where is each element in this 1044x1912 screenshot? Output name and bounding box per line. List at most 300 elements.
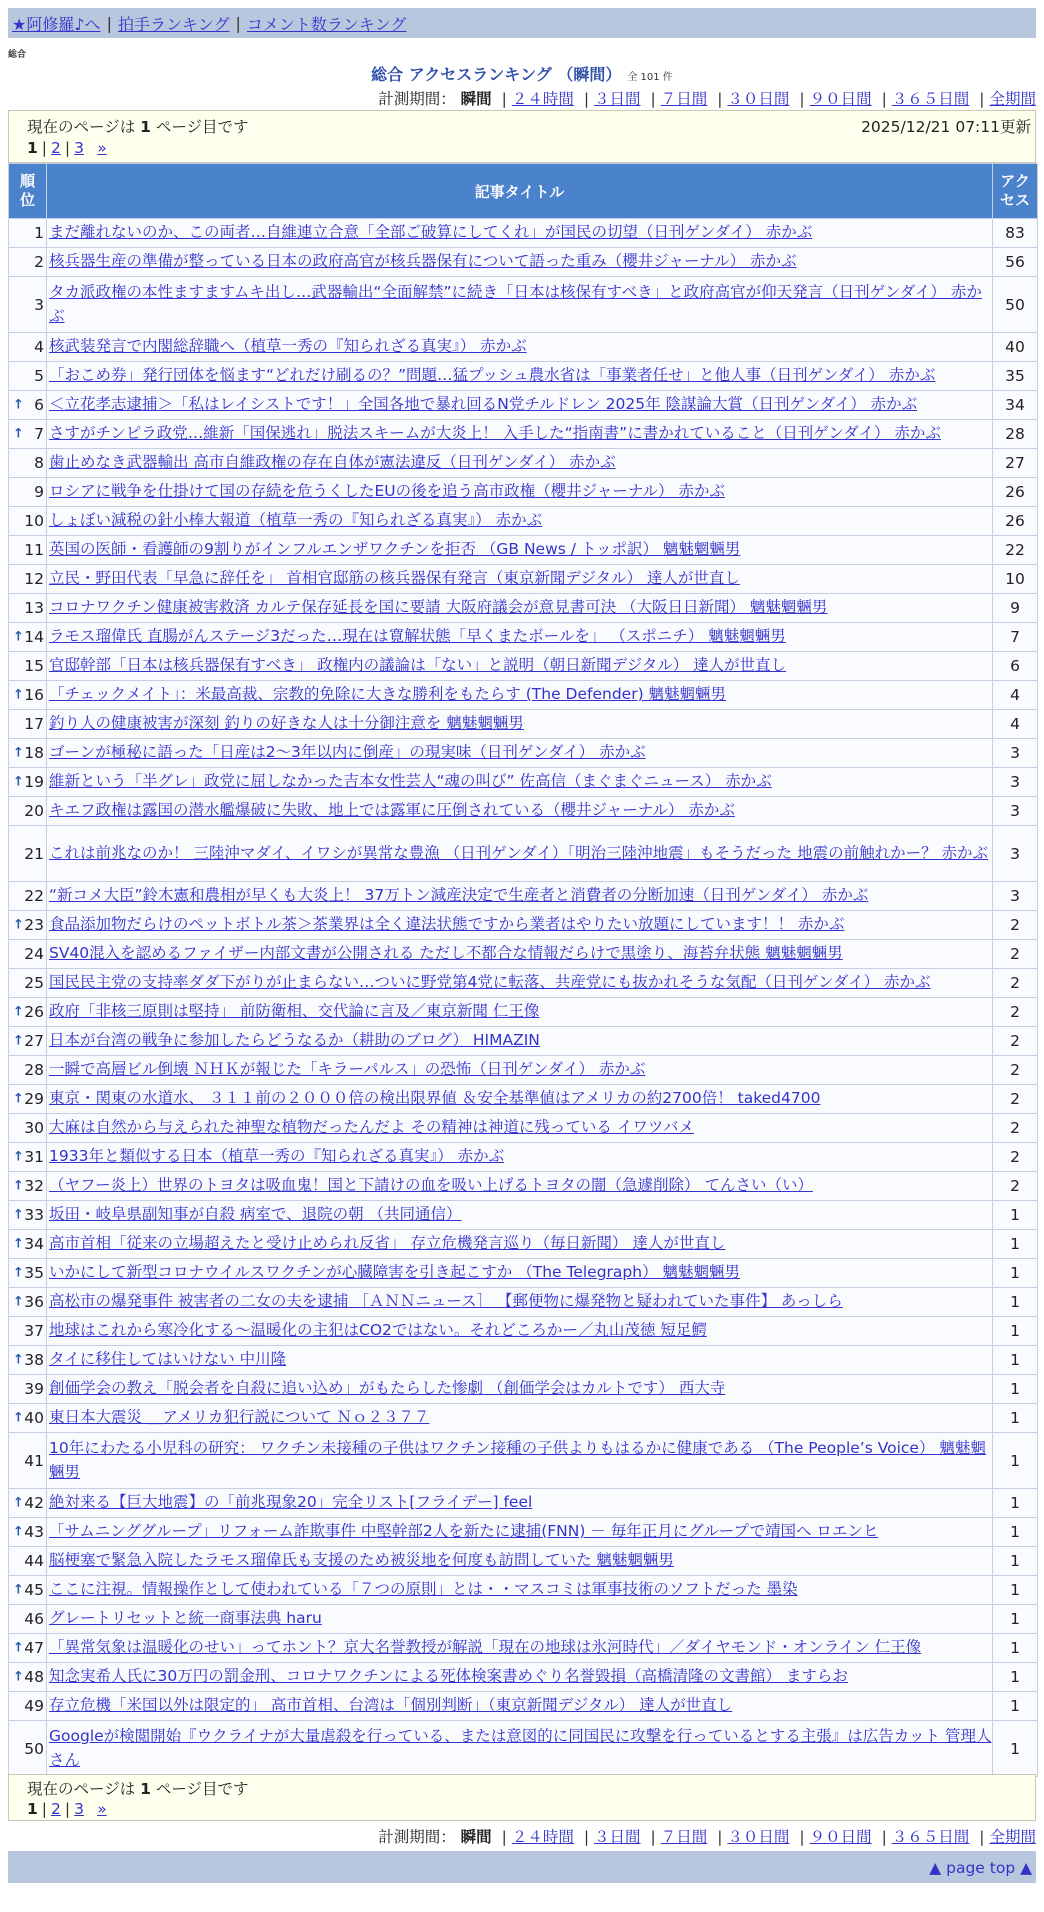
period-link-90d[interactable]: ９０日間 xyxy=(809,90,872,108)
rank-cell xyxy=(9,1433,47,1489)
access-count: 4 xyxy=(993,681,1038,710)
rank-up-arrow-icon: ↑ xyxy=(13,1236,24,1252)
period-separator: | xyxy=(583,90,590,108)
ranking-row xyxy=(9,768,1038,797)
rank-up-arrow-icon: ↑ xyxy=(13,687,24,703)
ranking-row xyxy=(9,652,1038,681)
title-cell xyxy=(47,1114,993,1143)
period-separator: | xyxy=(650,1828,656,1846)
rank-up-arrow-icon: ↑ xyxy=(13,1265,24,1281)
access-count: 3 xyxy=(993,739,1038,768)
ranking-row xyxy=(9,277,1038,333)
pager-page-3[interactable]: 3 xyxy=(74,139,85,157)
clap-ranking-link[interactable]: 拍手ランキング xyxy=(117,14,230,34)
article-title-link[interactable]: まだ離れないのか、この両者…自維連立合意「全部ご破算にしてくれ」が国民の切望（日刊ゲンダイ） 赤かぶ xyxy=(49,223,813,242)
rank-cell xyxy=(9,681,47,710)
access-count: 2 xyxy=(993,940,1038,969)
article-title-link[interactable]: 「サムニンググループ」リフォーム詐欺事件 中堅幹部2人を新たに逮捕(FNN) － 毎年正月にグループで靖国へ ロエンヒ xyxy=(49,1522,879,1541)
article-title-link[interactable]: コロナワクチン健康被害救済 カルテ保存延長を国に要請 大阪府議会が意見書可決 （大阪日日新聞） 魑魅魍魎男 xyxy=(49,598,828,617)
pager-separator: | xyxy=(64,139,71,157)
title-cell xyxy=(47,1692,993,1721)
rank-number: 26 xyxy=(24,1003,44,1021)
rank-number: 5 xyxy=(34,367,44,385)
rank-cell xyxy=(9,1663,47,1692)
article-title-link[interactable]: 大麻は自然から与えられた神聖な植物だったんだよ その精神は神道に残っている イワツバメ xyxy=(49,1118,695,1137)
access-count: 2 xyxy=(993,969,1038,998)
access-count: 3 xyxy=(993,768,1038,797)
page-status xyxy=(27,1777,249,1799)
ranking-row xyxy=(9,797,1038,826)
pager-next[interactable]: » xyxy=(97,1800,107,1818)
title-cell xyxy=(47,1433,993,1489)
rank-cell xyxy=(9,652,47,681)
title-cell xyxy=(47,797,993,826)
title-cell xyxy=(47,969,993,998)
article-title-link[interactable]: 脳梗塞で緊急入院したラモス瑠偉氏も支援のため被災地を何度も訪問していた 魑魅魍魎男 xyxy=(49,1551,674,1570)
article-title-link[interactable]: 「チェックメイト」：米最高裁、宗教的免除に大きな勝利をもたらす (The Defender) 魑魅魍魎男 xyxy=(49,685,727,704)
article-title-link[interactable]: 絶対来る【巨大地震】の「前兆現象20」完全リスト[フライデー] feel xyxy=(49,1493,533,1512)
title-cell xyxy=(47,1201,993,1230)
period-link-30d[interactable]: ３０日間 xyxy=(727,1828,790,1846)
period-link-365d[interactable]: ３６５日間 xyxy=(891,1828,970,1846)
ranking-row xyxy=(9,1576,1038,1605)
title-cell xyxy=(47,1375,993,1404)
rank-cell xyxy=(9,998,47,1027)
ranking-row xyxy=(9,594,1038,623)
article-title-link[interactable]: 核兵器生産の準備が整っている日本の政府高官が核兵器保有について語った重み（櫻井ジャーナル） 赤かぶ xyxy=(49,252,797,271)
rank-number: 21 xyxy=(24,844,44,863)
ranking-row xyxy=(9,1143,1038,1172)
article-title-link[interactable]: 国民民主党の支持率ダダ下がりが止まらない…ついに野党第4党に転落、共産党にも抜かれそうな気配（日刊ゲンダイ） 赤かぶ xyxy=(49,973,931,992)
ranking-row xyxy=(9,1201,1038,1230)
period-link-all[interactable]: 全期間 xyxy=(989,1828,1036,1846)
rank-number: 12 xyxy=(24,570,44,588)
page-top-link[interactable]: ▲ page top ▲ xyxy=(929,1859,1032,1877)
comment-ranking-link[interactable]: コメント数ランキング xyxy=(246,14,407,34)
rank-cell xyxy=(9,1634,47,1663)
rank-cell xyxy=(9,940,47,969)
rank-number: 35 xyxy=(24,1264,44,1282)
article-title-link[interactable]: タカ派政権の本性ますますムキ出し…武器輸出“全面解禁”に続き「日本は核保有すべき」と政府高官が仰天発言（日刊ゲンダイ） 赤かぶ xyxy=(49,283,982,325)
rank-cell xyxy=(9,536,47,565)
rank-cell xyxy=(9,1547,47,1576)
access-count: 6 xyxy=(993,652,1038,681)
ranking-row xyxy=(9,623,1038,652)
rank-number: 2 xyxy=(34,253,44,271)
period-link-3d[interactable]: ３日間 xyxy=(594,90,641,108)
rank-cell xyxy=(9,1375,47,1404)
rank-number: 22 xyxy=(24,887,44,905)
access-count: 1 xyxy=(993,1576,1038,1605)
period-separator: | xyxy=(799,90,805,108)
article-title-link[interactable]: 1933年と類似する日本（植草一秀の『知られざる真実』） 赤かぶ xyxy=(49,1147,505,1166)
page-status-num: 1 xyxy=(140,118,151,136)
article-title-link[interactable]: いかにして新型コロナウイルスワクチンが心臓障害を引き起こすか （The Telegraph） 魑魅魍魎男 xyxy=(49,1263,740,1282)
ranking-row xyxy=(9,333,1038,362)
title-cell xyxy=(47,449,993,478)
period-label: 計測期間： xyxy=(378,90,456,108)
pager-current: 1 xyxy=(27,1800,38,1818)
title-cell xyxy=(47,710,993,739)
access-count: 1 xyxy=(993,1259,1038,1288)
rank-up-arrow-icon: ↑ xyxy=(13,426,24,442)
page-status-suffix: ページ目です xyxy=(150,118,249,136)
rank-number: 8 xyxy=(34,454,44,472)
ranking-row xyxy=(9,362,1038,391)
period-separator: | xyxy=(717,1828,723,1846)
ranking-row xyxy=(9,681,1038,710)
rank-up-arrow-icon: ↑ xyxy=(13,397,24,413)
rank-number: 4 xyxy=(34,338,44,356)
rank-number: 37 xyxy=(24,1322,44,1340)
access-count: 26 xyxy=(993,507,1038,536)
period-link-7d[interactable]: ７日間 xyxy=(660,1828,708,1846)
rank-number: 29 xyxy=(24,1090,44,1108)
pager-page-2[interactable]: 2 xyxy=(51,1800,61,1818)
article-title-link[interactable]: 創価学会の教え「脱会者を自殺に追い込め」がもたらした惨劇 （創価学会はカルトです） 西大寺 xyxy=(49,1379,726,1398)
ranking-body xyxy=(9,219,1038,1777)
period-link-3d[interactable]: ３日間 xyxy=(594,1828,641,1846)
rank-cell xyxy=(9,1692,47,1721)
ranking-row xyxy=(9,1027,1038,1056)
rank-cell xyxy=(9,969,47,998)
article-title-link[interactable]: （ヤフー炎上）世界のトヨタは吸血鬼！国と下請けの血を吸い上げるトヨタの闇（急遽削除） てんさい（い） xyxy=(49,1176,813,1195)
title-cell xyxy=(47,536,993,565)
access-count: 2 xyxy=(993,911,1038,940)
access-count: 1 xyxy=(993,1346,1038,1375)
article-title-link[interactable]: ゴーンが極秘に語った「日産は2～3年以内に倒産」の現実味（日刊ゲンダイ） 赤かぶ xyxy=(49,743,646,762)
article-title-link[interactable]: さすがチンピラ政党…維新「国保逃れ」脱法スキームが大炎上！ 入手した“指南書”に書かれていること（日刊ゲンダイ） 赤かぶ xyxy=(49,424,941,443)
title-cell xyxy=(47,1027,993,1056)
ranking-row xyxy=(9,1663,1038,1692)
rank-number: 30 xyxy=(24,1119,44,1137)
rank-cell xyxy=(9,594,47,623)
article-title-link[interactable]: ここに注視。情報操作として使われている「７つの原則」とは・・マスコミは軍事技術のソフトだった 墨染 xyxy=(49,1580,798,1599)
title-cell xyxy=(47,652,993,681)
rank-header: 順位 xyxy=(9,164,47,219)
rank-number: 16 xyxy=(24,686,44,704)
title-cell xyxy=(47,1230,993,1259)
rank-cell xyxy=(9,391,47,420)
home-link[interactable]: ★阿修羅♪へ xyxy=(12,14,101,34)
period-separator: | xyxy=(717,90,723,108)
rank-number: 20 xyxy=(24,802,44,820)
article-title-link[interactable]: 英国の医師・看護師の9割りがインフルエンザワクチンを拒否 （GB News / トッポ訳） 魑魅魍魎男 xyxy=(49,540,741,559)
ranking-row xyxy=(9,1518,1038,1547)
access-count: 1 xyxy=(993,1375,1038,1404)
pager-separator: | xyxy=(41,139,48,157)
article-title-link[interactable]: 核武装発言で内閣総辞職へ（植草一秀の『知られざる真実』） 赤かぶ xyxy=(49,337,527,356)
rank-number: 50 xyxy=(24,1739,44,1758)
access-count: 2 xyxy=(993,1114,1038,1143)
article-title-link[interactable]: 立民・野田代表「早急に辞任を」 首相官邸筋の核兵器保有発言（東京新聞デジタル） 達人が世直し xyxy=(49,569,740,588)
ranking-row xyxy=(9,1634,1038,1663)
ranking-row xyxy=(9,1433,1038,1489)
article-title-link[interactable]: SV40混入を認めるファイザー内部文書が公開される ただし不都合な情報だらけで黒塗り、海苔弁状態 魑魅魍魎男 xyxy=(49,944,843,963)
article-title-link[interactable]: 食品添加物だらけのペットボトル茶＞茶業界は全く違法状態ですから業者はやりたい放題にしています！！ 赤かぶ xyxy=(49,915,845,934)
period-separator: | xyxy=(881,1828,887,1846)
article-title-link[interactable]: 坂田・岐阜県副知事が自殺 病室で、退院の朝 （共同通信） xyxy=(49,1205,462,1224)
article-title-link[interactable]: タイに移住してはいけない 中川隆 xyxy=(49,1350,287,1369)
ranking-row xyxy=(9,882,1038,911)
period-selector-bottom xyxy=(378,1825,1036,1847)
period-link-365d[interactable]: ３６５日間 xyxy=(891,90,970,108)
rank-number: 7 xyxy=(34,425,44,443)
title-cell xyxy=(47,478,993,507)
ranking-row xyxy=(9,536,1038,565)
title-cell xyxy=(47,998,993,1027)
rank-number: 38 xyxy=(24,1351,44,1369)
ranking-row xyxy=(9,1605,1038,1634)
access-count: 1 xyxy=(993,1317,1038,1346)
rank-number: 25 xyxy=(24,974,44,992)
rank-number: 34 xyxy=(24,1235,44,1253)
title-cell xyxy=(47,333,993,362)
access-count: 2 xyxy=(993,1085,1038,1114)
title-cell xyxy=(47,1317,993,1346)
rank-cell xyxy=(9,478,47,507)
period-separator: | xyxy=(881,90,887,108)
rank-up-arrow-icon: ↑ xyxy=(13,1582,24,1598)
ranking-row xyxy=(9,969,1038,998)
title-cell xyxy=(47,1489,993,1518)
rank-number: 10 xyxy=(24,512,44,530)
article-title-link[interactable]: Googleが検閲開始『ウクライナが大量虐殺を行っている、または意図的に同国民に攻撃を行っているとする主張』は広告カット 管理人さん xyxy=(49,1727,992,1769)
article-title-link[interactable]: 地球はこれから寒冷化する～温暖化の主犯はCO2ではない。それどころかー／丸山茂徳 短足鰐 xyxy=(49,1321,707,1340)
article-title-link[interactable]: 存立危機「米国以外は限定的」 高市首相、台湾は「個別判断」（東京新聞デジタル） 達人が世直し xyxy=(49,1696,733,1715)
ranking-row xyxy=(9,478,1038,507)
rank-number: 15 xyxy=(24,657,44,675)
rank-cell xyxy=(9,882,47,911)
rank-up-arrow-icon: ↑ xyxy=(13,1524,24,1540)
pager-page-2[interactable]: 2 xyxy=(51,139,61,157)
ranking-row xyxy=(9,710,1038,739)
title-cell xyxy=(47,1172,993,1201)
rank-number: 27 xyxy=(24,1032,44,1050)
rank-number: 32 xyxy=(24,1177,44,1195)
article-title-link[interactable]: 知念実希人氏に30万円の罰金刑、コロナワクチンによる死体検案書めぐり名誉毀損（高橋清隆の文書館） ますらお xyxy=(49,1667,848,1686)
rank-up-arrow-icon: ↑ xyxy=(13,1352,24,1368)
ranking-row xyxy=(9,1721,1038,1777)
article-title-link[interactable]: 高松市の爆発事件 被害者の二女の夫を逮捕 ［ＡＮＮニュース］ 【郵便物に爆発物と疑われていた事件】 あっしら xyxy=(49,1292,843,1311)
pager-page-3[interactable]: 3 xyxy=(74,1800,85,1818)
access-count: 1 xyxy=(993,1230,1038,1259)
rank-up-arrow-icon: ↑ xyxy=(13,917,24,933)
article-title-link[interactable]: 維新という「半グレ」政党に屈しなかった吉本女性芸人“魂の叫び” 佐高信（まぐまぐニュース） 赤かぶ xyxy=(49,772,772,791)
access-count: 1 xyxy=(993,1663,1038,1692)
access-count: 3 xyxy=(993,826,1038,882)
pager-separator: | xyxy=(41,1800,48,1818)
rank-number: 47 xyxy=(24,1639,44,1657)
top-nav-bar xyxy=(8,8,1036,38)
article-title-link[interactable]: ラモス瑠偉氏 直腸がんステージ3だった…現在は寛解状態「早くまたボールを」 （スポニチ） 魑魅魍魎男 xyxy=(49,627,786,646)
rank-cell xyxy=(9,623,47,652)
access-count: 1 xyxy=(993,1692,1038,1721)
article-title-link[interactable]: グレートリセットと統一商事法典 haru xyxy=(49,1609,322,1628)
title-cell xyxy=(47,681,993,710)
ranking-row xyxy=(9,391,1038,420)
access-count: 2 xyxy=(993,998,1038,1027)
access-count: 1 xyxy=(993,1547,1038,1576)
rank-cell xyxy=(9,1259,47,1288)
pager-bottom xyxy=(27,1800,107,1818)
article-title-link[interactable]: キエフ政権は露国の潜水艦爆破に失敗、地上では露軍に圧倒されている（櫻井ジャーナル） 赤かぶ xyxy=(49,801,735,820)
pager-next[interactable]: » xyxy=(97,139,107,157)
rank-number: 39 xyxy=(24,1380,44,1398)
ranking-row xyxy=(9,1489,1038,1518)
article-title-link[interactable]: 「おこめ券」発行団体を悩ます“どれだけ刷るの？”問題…猛プッシュ農水省は「事業者任せ」と他人事（日刊ゲンダイ） 赤かぶ xyxy=(49,366,936,385)
page-status-suffix: ページ目です xyxy=(150,1780,249,1798)
access-count: 1 xyxy=(993,1518,1038,1547)
access-count: 83 xyxy=(993,219,1038,248)
article-title-link[interactable]: 官邸幹部「日本は核兵器保有すべき」 政権内の議論は「ない」と説明（朝日新聞デジタル） 達人が世直し xyxy=(49,656,787,675)
rank-number: 17 xyxy=(24,715,44,733)
ranking-row xyxy=(9,1259,1038,1288)
article-title-link[interactable]: 政府「非核三原則は堅持」 前防衛相、交代論に言及／東京新聞 仁王像 xyxy=(49,1002,540,1021)
rank-up-arrow-icon: ↑ xyxy=(13,1294,24,1310)
period-link-24h[interactable]: ２４時間 xyxy=(511,90,574,108)
pager-separator: | xyxy=(64,1800,71,1818)
rank-number: 23 xyxy=(24,916,44,934)
rank-cell xyxy=(9,333,47,362)
ranking-row xyxy=(9,739,1038,768)
access-header: アクセス xyxy=(993,164,1038,219)
category-label: 総合 xyxy=(8,50,27,60)
rank-number: 9 xyxy=(34,483,44,501)
article-title-link[interactable]: 高市首相「従来の立場超えたと受け止められ反省」 存立危機発言巡り（毎日新聞） 達人が世直し xyxy=(49,1234,726,1253)
ranking-row xyxy=(9,219,1038,248)
title-cell xyxy=(47,911,993,940)
access-count: 50 xyxy=(993,277,1038,333)
title-cell xyxy=(47,248,993,277)
period-label: 計測期間： xyxy=(378,1828,456,1846)
access-count: 1 xyxy=(993,1288,1038,1317)
rank-cell xyxy=(9,739,47,768)
rank-cell xyxy=(9,507,47,536)
title-cell xyxy=(47,739,993,768)
period-link-30d[interactable]: ３０日間 xyxy=(727,90,790,108)
period-separator: | xyxy=(501,90,507,108)
title-cell xyxy=(47,391,993,420)
access-count: 22 xyxy=(993,536,1038,565)
article-title-link[interactable]: ロシアに戦争を仕掛けて国の存続を危うくしたEUの後を追う高市政権（櫻井ジャーナル） 赤かぶ xyxy=(49,482,725,501)
ranking-row xyxy=(9,565,1038,594)
article-title-link[interactable]: しょぼい減税の針小棒大報道（植草一秀の『知られざる真実』） 赤かぶ xyxy=(49,511,543,530)
article-title-link[interactable]: ＜立花孝志逮捕＞「私はレイシストです！」全国各地で暴れ回るN党チルドレン 2025年 陰謀論大賞（日刊ゲンダイ） 赤かぶ xyxy=(49,395,918,414)
rank-cell xyxy=(9,1230,47,1259)
rank-number: 14 xyxy=(24,628,44,646)
access-count: 2 xyxy=(993,1172,1038,1201)
item-count: 全 101 件 xyxy=(627,72,673,83)
page-title: 総合 アクセスランキング （瞬間） xyxy=(371,65,622,84)
access-count: 4 xyxy=(993,710,1038,739)
article-title-link[interactable]: 一瞬で高層ビル倒壊 ＮＨＫが報じた「キラーパルス」の恐怖（日刊ゲンダイ） 赤かぶ xyxy=(49,1060,646,1079)
period-link-all[interactable]: 全期間 xyxy=(989,90,1036,108)
rank-number: 31 xyxy=(24,1148,44,1166)
rank-up-arrow-icon: ↑ xyxy=(13,1207,24,1223)
article-title-link[interactable]: 10年にわたる小児科の研究： ワクチン未接種の子供はワクチン接種の子供よりもはるかに健康である （The People’s Voice） 魑魅魍魎男 xyxy=(49,1439,986,1481)
article-title-link[interactable]: 東日本大震災 ＿アメリカ犯行説について Ｎｏ２３７７ xyxy=(49,1408,430,1427)
ranking-table xyxy=(8,163,1038,1777)
rank-up-arrow-icon: ↑ xyxy=(13,1178,24,1194)
title-cell xyxy=(47,826,993,882)
pager-top xyxy=(27,139,107,157)
ranking-row xyxy=(9,1114,1038,1143)
rank-cell xyxy=(9,1056,47,1085)
period-link-7d[interactable]: ７日間 xyxy=(660,90,708,108)
title-cell xyxy=(47,1663,993,1692)
pager-gap xyxy=(88,1800,93,1818)
access-count: 1 xyxy=(993,1404,1038,1433)
title-cell xyxy=(47,219,993,248)
access-count: 27 xyxy=(993,449,1038,478)
rank-up-arrow-icon: ↑ xyxy=(13,1149,24,1165)
access-count: 10 xyxy=(993,565,1038,594)
article-title-link[interactable]: これは前兆なのか！ 三陸沖マダイ、イワシが異常な豊漁 （日刊ゲンダイ）「明治三陸沖地震」もそうだった 地震の前触れかー？ 赤かぶ xyxy=(49,843,989,862)
rank-cell xyxy=(9,1576,47,1605)
period-link-24h[interactable]: ２４時間 xyxy=(511,1828,574,1846)
rank-cell xyxy=(9,797,47,826)
rank-cell xyxy=(9,219,47,248)
period-current: 瞬間 xyxy=(460,1828,492,1846)
title-cell xyxy=(47,1288,993,1317)
title-cell xyxy=(47,940,993,969)
rank-number: 18 xyxy=(24,744,44,762)
rank-cell xyxy=(9,1114,47,1143)
access-count: 2 xyxy=(993,1143,1038,1172)
ranking-row xyxy=(9,940,1038,969)
rank-up-arrow-icon: ↑ xyxy=(13,1410,24,1426)
article-title-link[interactable]: “新コメ大臣”鈴木憲和農相が早くも大炎上！ 37万トン減産決定で生産者と消費者の分断加速（日刊ゲンダイ） 赤かぶ xyxy=(49,886,869,905)
rank-cell xyxy=(9,1317,47,1346)
title-cell xyxy=(47,1404,993,1433)
access-count: 9 xyxy=(993,594,1038,623)
access-count: 1 xyxy=(993,1605,1038,1634)
rank-cell xyxy=(9,1201,47,1230)
rank-up-arrow-icon: ↑ xyxy=(13,774,24,790)
rank-up-arrow-icon: ↑ xyxy=(13,1004,24,1020)
access-count: 1 xyxy=(993,1433,1038,1489)
nav-separator: | xyxy=(106,13,112,33)
article-title-link[interactable]: 日本が台湾の戦争に参加したらどうなるか（耕助のブログ） HIMAZIN xyxy=(49,1031,540,1050)
rank-cell xyxy=(9,826,47,882)
ranking-row xyxy=(9,1085,1038,1114)
rank-cell xyxy=(9,449,47,478)
title-cell xyxy=(47,623,993,652)
article-title-link[interactable]: 「異常気象は温暖化のせい」ってホント？京大名誉教授が解説「現在の地球は氷河時代」／ダイヤモンド・オンライン 仁王像 xyxy=(49,1638,922,1657)
period-separator: | xyxy=(799,1828,805,1846)
period-link-90d[interactable]: ９０日間 xyxy=(809,1828,872,1846)
footer-bar xyxy=(8,1851,1036,1883)
rank-cell xyxy=(9,768,47,797)
access-count: 34 xyxy=(993,391,1038,420)
page-info-panel-top xyxy=(8,110,1036,163)
rank-cell xyxy=(9,911,47,940)
title-cell xyxy=(47,594,993,623)
rank-number: 1 xyxy=(34,224,44,242)
access-count: 1 xyxy=(993,1489,1038,1518)
rank-number: 24 xyxy=(24,945,44,963)
pager-current: 1 xyxy=(27,139,38,157)
article-title-link[interactable]: 釣り人の健康被害が深刻 釣りの好きな人は十分御注意を 魑魅魍魎男 xyxy=(49,714,524,733)
title-cell xyxy=(47,1547,993,1576)
article-title-link[interactable]: 東京・関東の水道水、 ３１１前の２０００倍の検出限界値 ＆安全基準値はアメリカの約2700倍！ taked4700 xyxy=(49,1089,821,1108)
rank-number: 46 xyxy=(24,1610,44,1628)
article-title-link[interactable]: 歯止めなき武器輸出 高市自維政権の存在自体が憲法違反（日刊ゲンダイ） 赤かぶ xyxy=(49,453,616,472)
title-cell xyxy=(47,1143,993,1172)
access-count: 3 xyxy=(993,882,1038,911)
period-current: 瞬間 xyxy=(460,90,492,108)
